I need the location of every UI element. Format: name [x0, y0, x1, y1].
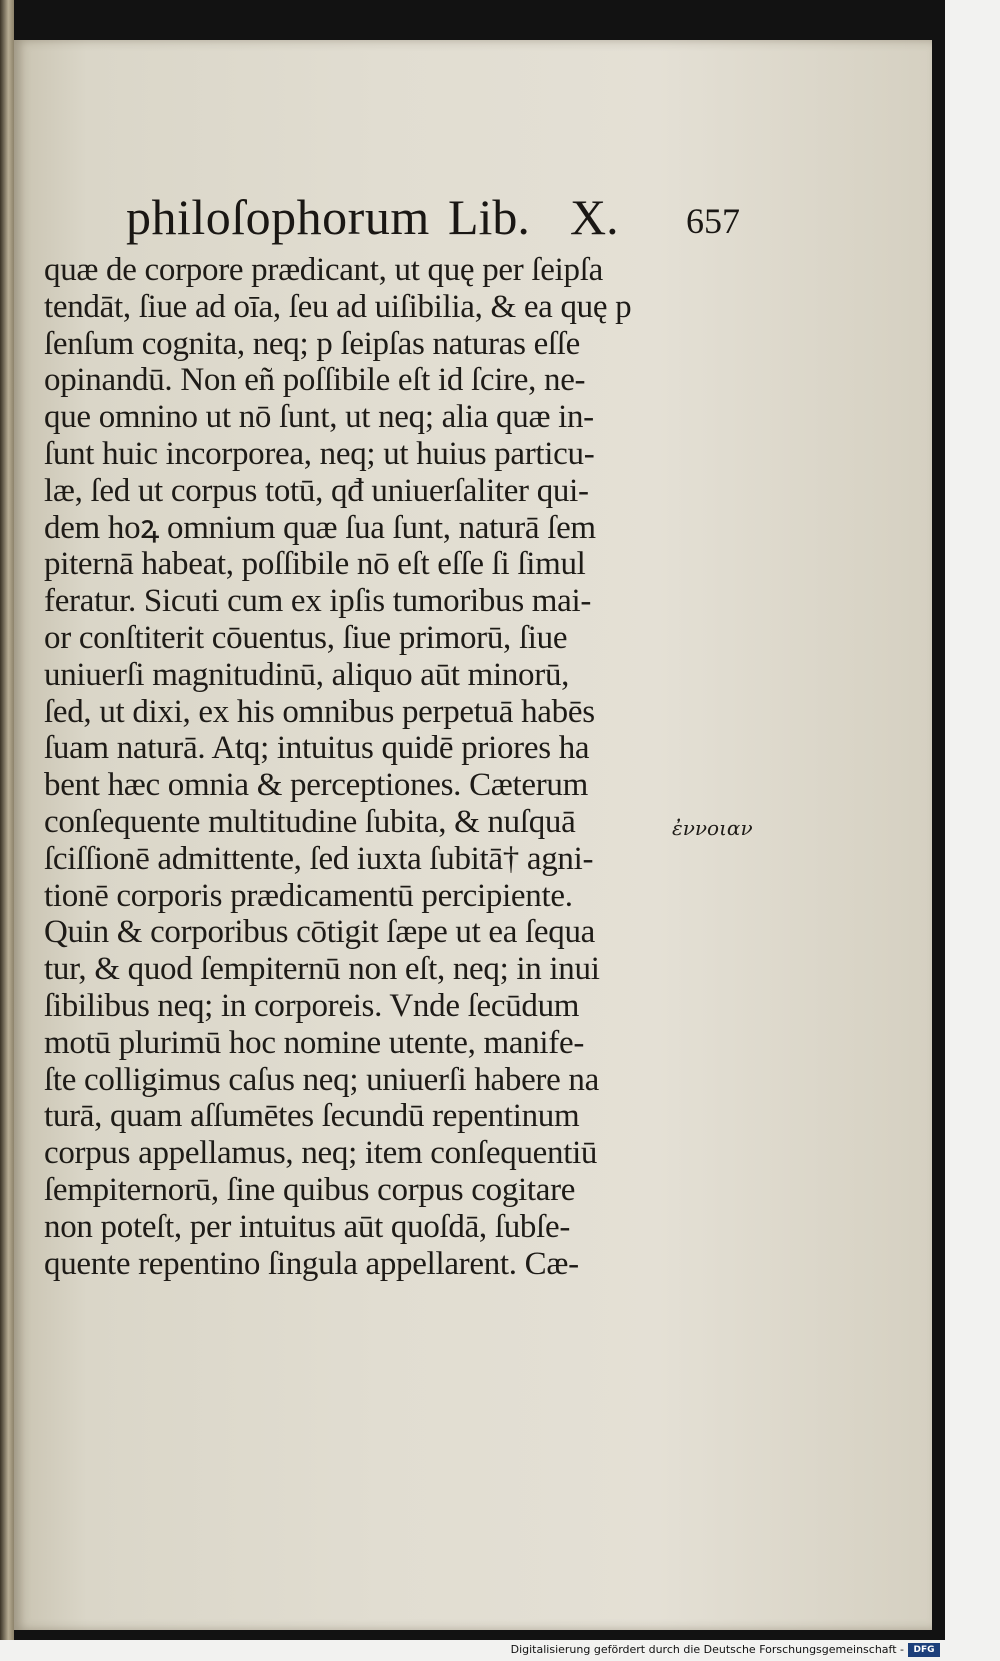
text-line: corpus appellamus, neq; item conſequentiū: [44, 1135, 598, 1172]
footer: [0, 1640, 1000, 1661]
text-line: Quin & corporibus cōtigit ſæpe ut ea ſequa: [44, 914, 596, 951]
text-line: que omnino ut nō ſunt, ut neq; alia quæ in-: [44, 399, 594, 436]
running-head-lib: Lib.: [448, 189, 530, 245]
text-line: dem hoꝝ omnium quæ ſua ſunt, naturā ſem: [44, 509, 596, 546]
footer-credit: Digitalisierung gefördert durch die Deutsche Forschungsgemeinschaft -: [510, 1643, 904, 1656]
text-line: conſequente multitudine ſubita, & nuſquā: [44, 803, 576, 840]
dfg-logo-icon: DFG: [908, 1643, 940, 1657]
book-spine: [0, 0, 14, 1640]
text-line: quente repentino ſingula appellarent. Cæ-: [44, 1245, 579, 1282]
text-line: ſibilibus neq; in corporeis. Vnde ſecūdum: [44, 987, 580, 1024]
body-text: [44, 252, 724, 1282]
text-line: feratur. Sicuti cum ex ipſis tumoribus mai-: [44, 583, 592, 620]
running-head: [126, 188, 746, 258]
book-page: [14, 40, 932, 1630]
text-line: or conſtiterit cōuentus, ſiue primorū, ſiue: [44, 619, 568, 656]
text-line: tionē corporis prædicamentū percipiente.: [44, 877, 573, 914]
running-head-book: X.: [570, 189, 619, 245]
text-line: ſuam naturā. Atq; intuitus quidē priores ha: [44, 730, 590, 767]
text-line: uniuerſi magnitudinū, aliquo aūt minorū,: [44, 656, 570, 693]
text-line: turā, quam aſſumētes ſecundū repentinum: [44, 1098, 580, 1135]
text-line: opinandū. Non eñ poſſibile eſt id ſcire, ne-: [44, 362, 586, 399]
text-line: læ, ſed ut corpus totū, qđ uniuerſaliter qui-: [44, 472, 589, 509]
text-line: ſte colligimus caſus neq; uniuerſi habere na: [44, 1061, 599, 1098]
text-line: bent hæc omnia & perceptiones. Cæterum: [44, 767, 588, 804]
page-number: 657: [686, 201, 740, 241]
text-line: ſempiternorū, ſine quibus corpus cogitare: [44, 1171, 576, 1208]
text-line: non poteſt, per intuitus aūt quoſdā, ſubſe-: [44, 1208, 571, 1245]
text-line: quæ de corpore prædicant, ut quę per ſeipſa: [44, 252, 603, 288]
text-line: ſenſum cognita, neq; p ſeipſas naturas eſſe: [44, 325, 581, 362]
text-line: ſciſſionē admittente, ſed iuxta ſubitā† agni-: [44, 840, 594, 877]
text-line: ſunt huic incorporea, neq; ut huius particu-: [44, 435, 595, 472]
text-line: tur, & quod ſempiternū non eſt, neq; in inui: [44, 951, 600, 988]
text-line: motū plurimū hoc nomine utente, manife-: [44, 1024, 585, 1061]
running-head-title: philoſophorum: [126, 189, 430, 245]
text-line: ſed, ut dixi, ex his omnibus perpetuā habēs: [44, 693, 595, 730]
text-line: piternā habeat, poſſibile nō eſt eſſe ſi ſimul: [44, 546, 586, 583]
text-line: tendāt, ſiue ad oīa, ſeu ad uiſibilia, & ea quę p: [44, 288, 632, 325]
marginal-note: ἐννοιαν: [672, 816, 753, 840]
